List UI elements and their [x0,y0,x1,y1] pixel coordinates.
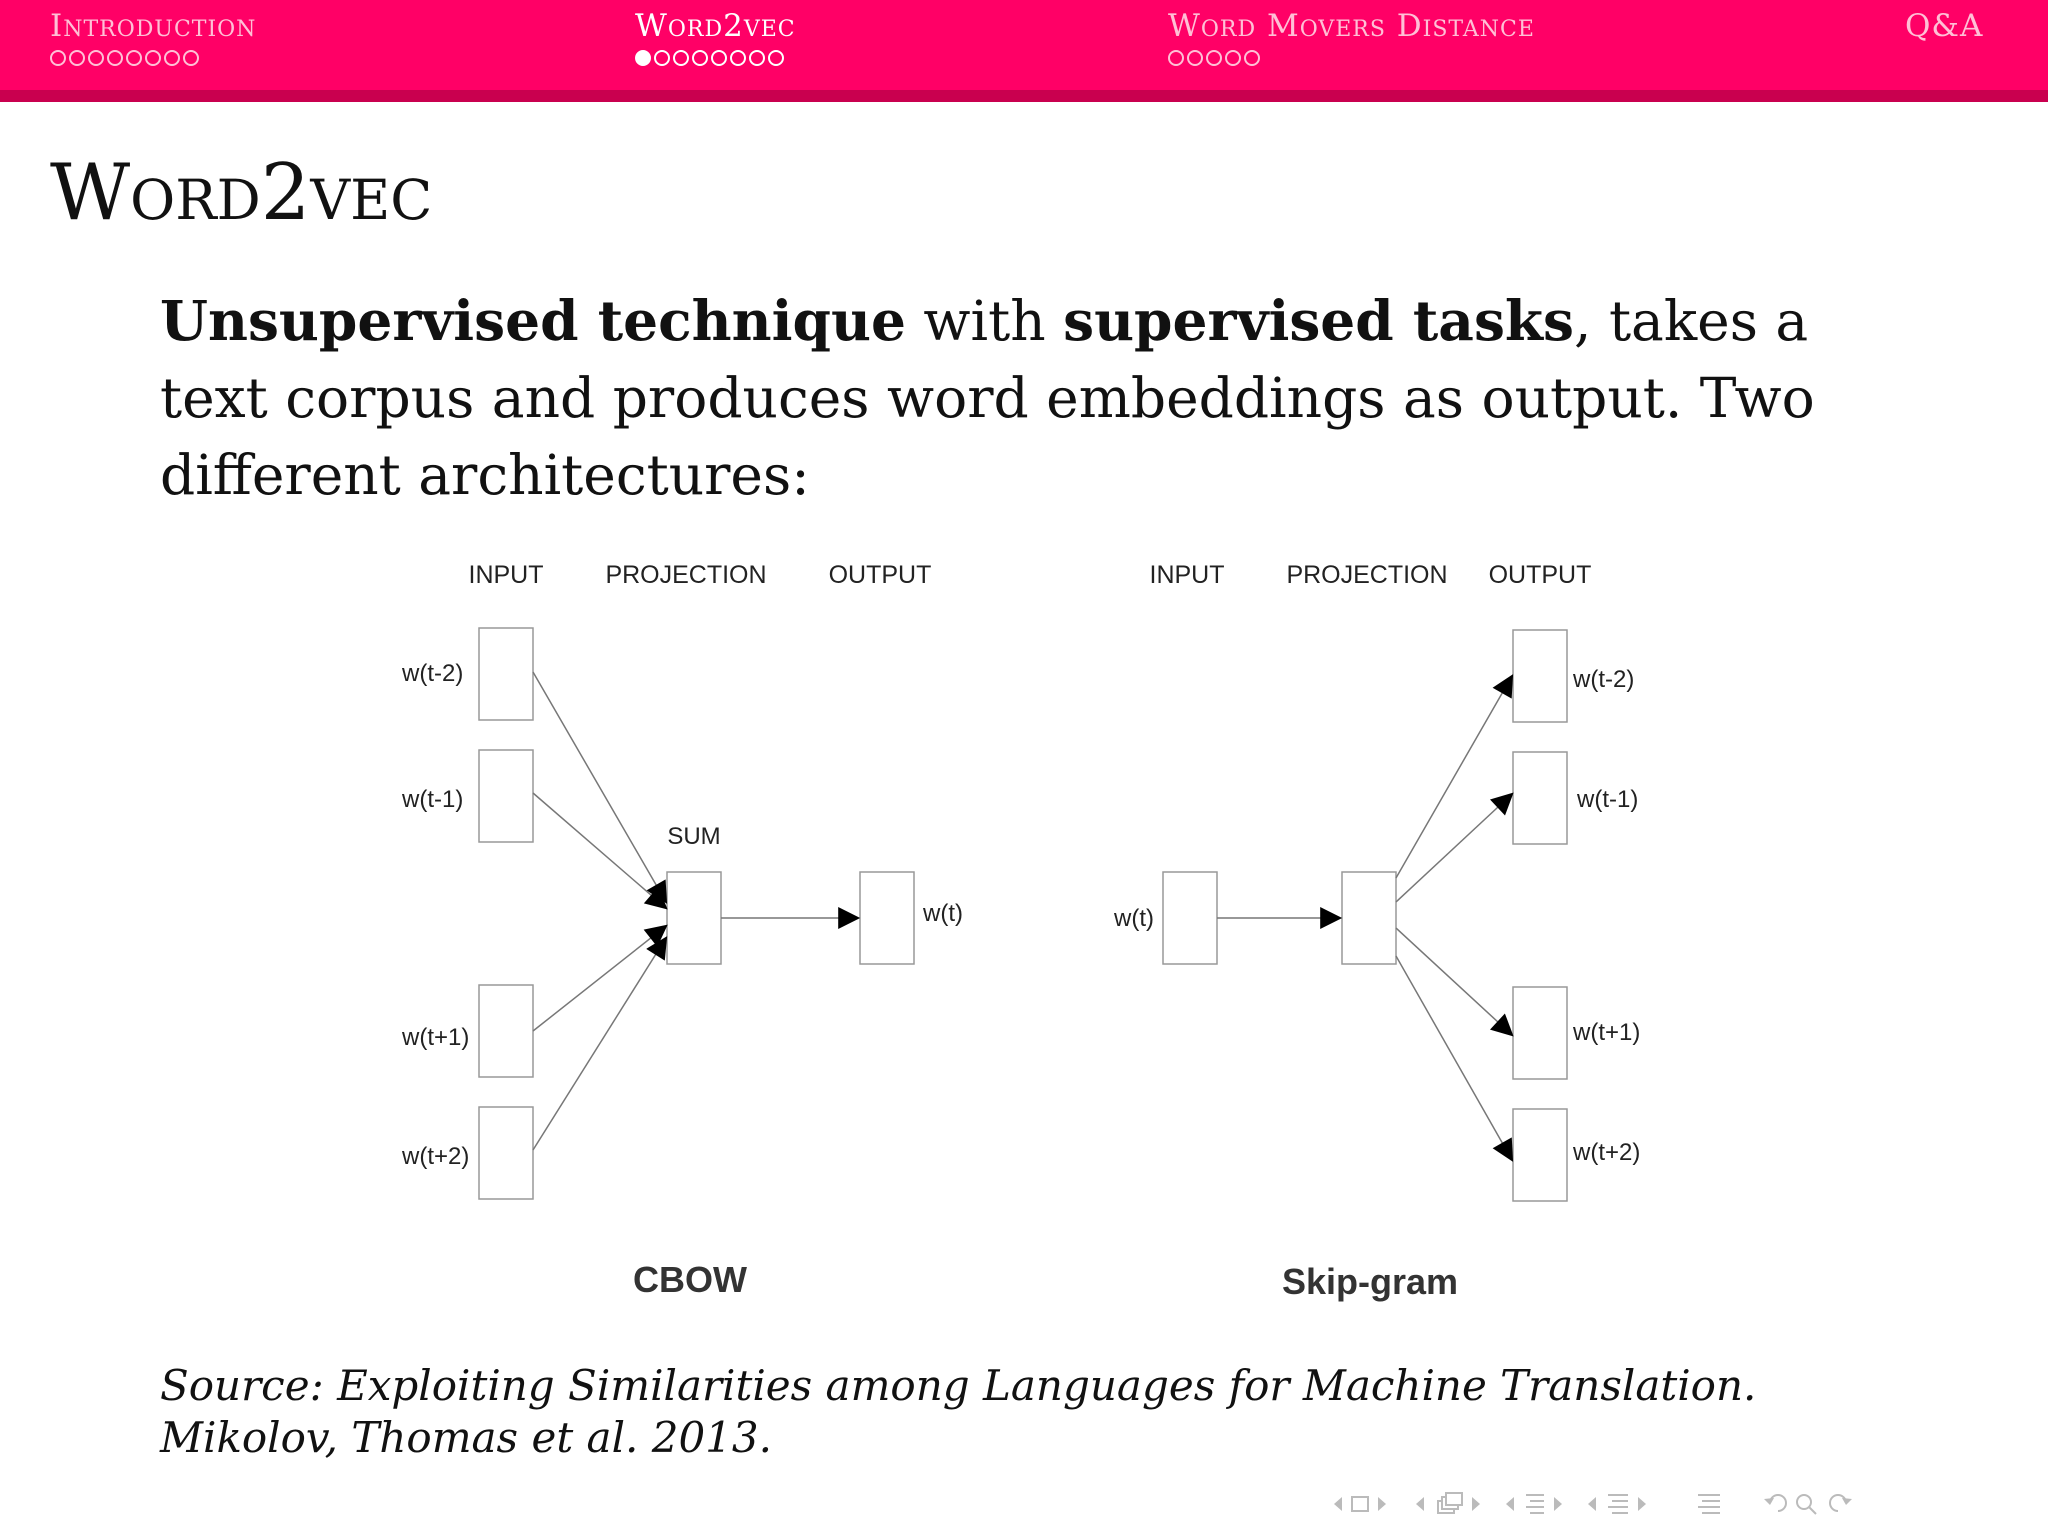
word2vec-architecture-diagram [0,540,2048,1320]
slide-title: Word2vec [50,148,433,238]
skipgram-projection-box [1342,872,1396,964]
cbow-projection-box [667,872,721,964]
cbow-input-header: INPUT [468,561,544,589]
cbow-input-label: w(t-1) [402,786,464,813]
presentation-next-arrow-icon[interactable] [1638,1497,1646,1511]
skipgram-input-box [1163,872,1217,964]
cbow-arrow [533,926,666,1031]
nav-progress-dots [1168,50,1535,66]
skipgram-projection-header: PROJECTION [1286,561,1448,589]
nav-dot-icon[interactable] [1168,50,1184,66]
cbow-output-box [860,872,914,964]
skipgram-caption: Skip-gram [1281,1261,1459,1302]
nav-section-qa[interactable] [1905,8,1983,50]
cbow-input-label: w(t+1) [402,1024,470,1051]
nav-dot-icon[interactable] [88,50,104,66]
nav-dot-icon[interactable] [50,50,66,66]
nav-dot-icon[interactable] [1244,50,1260,66]
nav-dot-icon[interactable] [126,50,142,66]
skipgram-output-label: w(t+2) [1573,1139,1641,1166]
nav-dot-icon[interactable] [69,50,85,66]
nav-dot-icon[interactable] [711,50,727,66]
cbow-output-label: w(t) [923,900,963,927]
nav-section-introduction[interactable] [50,8,256,66]
nav-dot-icon[interactable] [635,50,651,66]
skipgram-output-box [1513,1109,1567,1201]
skipgram-output-box [1513,752,1567,844]
skipgram-output-box [1513,987,1567,1079]
cbow-input-box [479,1107,533,1199]
skipgram-output-header: OUTPUT [1488,561,1592,589]
nav-section-title[interactable]: Word2vec [635,8,796,44]
nav-dot-icon[interactable] [1206,50,1222,66]
skipgram-input-label: w(t) [1114,905,1154,932]
header-shadow-strip [0,90,2048,102]
slide-body-text [160,282,1880,514]
cbow-caption: CBOW [633,1259,747,1300]
cbow-sum-label: SUM [667,823,721,850]
section-icon[interactable] [1526,1495,1544,1513]
source-citation: Source: Exploiting Similarities among Languages for Machine Translation. Mikolov, Thomas et al. 2013. [160,1361,1757,1462]
nav-next-arrow-icon[interactable] [1378,1497,1386,1511]
navigation-controls [1330,1485,2030,1525]
nav-dot-icon[interactable] [749,50,765,66]
nav-dot-icon[interactable] [1225,50,1241,66]
nav-dot-icon[interactable] [673,50,689,66]
subsection-prev-arrow-icon[interactable] [1416,1497,1424,1511]
nav-dot-icon[interactable] [768,50,784,66]
cbow-output-header: OUTPUT [828,561,932,589]
nav-dot-icon[interactable] [183,50,199,66]
skipgram-arrow [1396,956,1512,1160]
nav-prev-arrow-icon[interactable] [1334,1497,1342,1511]
skipgram-output-label: w(t-2) [1573,666,1635,693]
skipgram-arrow [1396,928,1512,1035]
subsection-icon[interactable] [1438,1493,1462,1513]
nav-progress-dots [635,50,796,66]
cbow-input-label: w(t+2) [402,1143,470,1170]
body-text-with: with [905,289,1064,353]
nav-section-word2vec[interactable] [635,8,796,66]
section-next-arrow-icon[interactable] [1554,1497,1562,1511]
nav-dot-icon[interactable] [107,50,123,66]
presentation-prev-arrow-icon[interactable] [1588,1497,1596,1511]
cbow-arrow [533,938,666,1150]
nav-section-word-movers-distance[interactable] [1168,8,1535,66]
nav-dot-icon[interactable] [1187,50,1203,66]
skipgram-output-label: w(t-1) [1577,786,1639,813]
cbow-projection-header: PROJECTION [605,561,767,589]
body-bold-unsupervised: Unsupervised technique [160,288,906,353]
body-text-rest: , takes a text corpus and produces word embeddings as output. Two different architectures: [160,289,1815,507]
cbow-input-box [479,628,533,720]
cbow-input-label: w(t-2) [402,660,464,687]
header-navigation-bar [0,0,2048,90]
presentation-icon[interactable] [1608,1495,1628,1513]
skipgram-output-label: w(t+1) [1573,1019,1641,1046]
nav-dot-icon[interactable] [164,50,180,66]
nav-section-title[interactable]: Word Movers Distance [1168,8,1535,44]
body-bold-supervised: supervised tasks [1063,288,1574,353]
nav-section-title[interactable]: Introduction [50,8,257,44]
appendix-icon[interactable] [1698,1495,1720,1513]
nav-section-title[interactable]: Q&A [1905,8,1984,44]
forward-icon[interactable] [1830,1495,1852,1511]
cbow-input-box [479,750,533,842]
frame-icon[interactable] [1352,1497,1368,1511]
section-prev-arrow-icon[interactable] [1506,1497,1514,1511]
cbow-arrow [533,793,666,908]
search-icon[interactable] [1797,1495,1816,1514]
nav-dot-icon[interactable] [145,50,161,66]
skipgram-input-header: INPUT [1149,561,1225,589]
back-icon[interactable] [1764,1495,1786,1511]
nav-progress-dots [50,50,256,66]
cbow-arrow [533,672,666,902]
skipgram-output-box [1513,630,1567,722]
nav-dot-icon[interactable] [730,50,746,66]
nav-dot-icon[interactable] [692,50,708,66]
subsection-next-arrow-icon[interactable] [1472,1497,1480,1511]
cbow-input-box [479,985,533,1077]
nav-dot-icon[interactable] [654,50,670,66]
